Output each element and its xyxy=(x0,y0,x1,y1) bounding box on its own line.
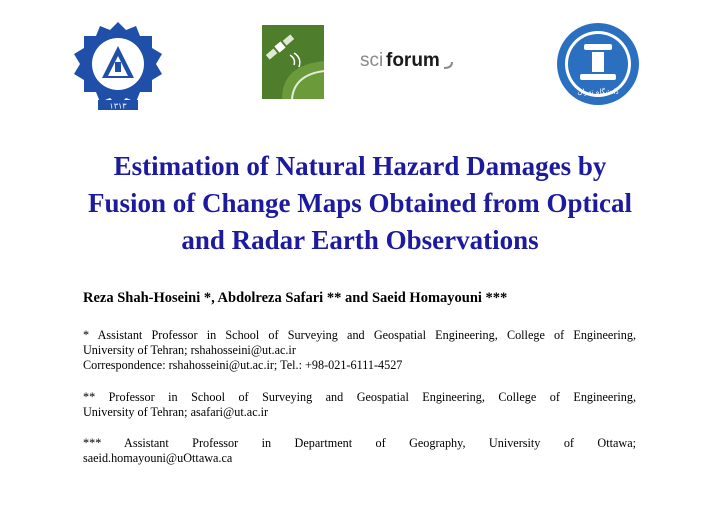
title-line: and Radar Earth Observations xyxy=(181,225,539,255)
affiliation-3 xyxy=(83,436,636,465)
satellite-icon xyxy=(262,25,324,99)
affiliation-3-line-2: saeid.homayouni@uOttawa.ca xyxy=(83,450,233,465)
gear-emblem-icon xyxy=(72,20,164,112)
svg-text:۱۳۱۳: ۱۳۱۳ xyxy=(109,101,127,111)
seal-icon xyxy=(556,22,640,106)
affiliation-2-line-2: University of Tehran; asafari@ut.ac.ir xyxy=(83,404,269,419)
author-list: Reza Shah-Hoseini *, Abdolreza Safari ** and Saeid Homayouni *** xyxy=(83,290,508,306)
correspondence: Correspondence: rshahosseini@ut.ac.ir; Tel.: +98-021-6111-4527 xyxy=(83,358,403,372)
page-title xyxy=(40,148,680,259)
svg-text:sci: sci xyxy=(360,50,384,71)
svg-text:دانشگاه تهران: دانشگاه تهران xyxy=(577,88,619,96)
remote-sensing-logo xyxy=(262,25,324,99)
university-emblem-left xyxy=(72,20,164,112)
title-line: Estimation of Natural Hazard Damages by xyxy=(113,151,607,181)
sciforum-wordmark xyxy=(360,44,460,78)
affiliation-3-line-1: *** Assistant Professor in Department of Geography, University of Ottawa; xyxy=(83,436,636,450)
svg-text:forum: forum xyxy=(386,50,440,71)
affiliation-1-line-1: * Assistant Professor in School of Surveying and Geospatial Engineering, College of Engineering, xyxy=(83,328,636,342)
affiliation-2 xyxy=(83,390,636,419)
affiliation-1 xyxy=(83,328,636,357)
affiliation-1-line-2: University of Tehran; rshahosseini@ut.ac.ir xyxy=(83,342,296,357)
affiliation-2-line-1: ** Professor in School of Surveying and Geospatial Engineering, College of Engineering, xyxy=(83,390,636,404)
university-of-tehran-emblem xyxy=(556,22,640,106)
title-line: Fusion of Change Maps Obtained from Optical xyxy=(87,188,633,218)
sciforum-logo xyxy=(360,44,460,78)
